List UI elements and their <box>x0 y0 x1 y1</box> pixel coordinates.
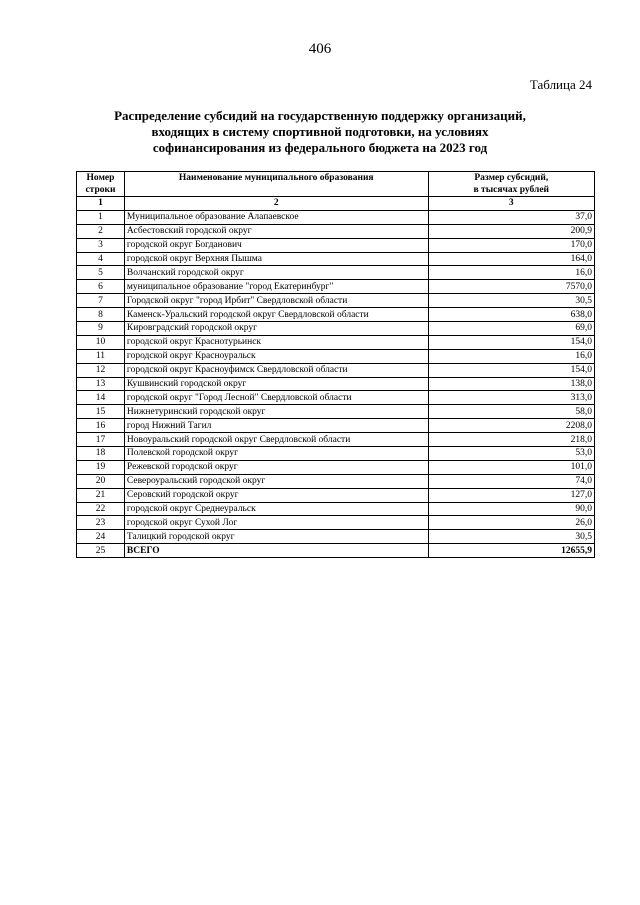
table-label: Таблица 24 <box>529 77 592 92</box>
subsidy-amount: 2208,0 <box>428 419 594 433</box>
subsidy-amount: 638,0 <box>428 308 594 322</box>
municipality-name: Каменск-Уральский городской округ Свердловской области <box>124 308 428 322</box>
row-number: 9 <box>77 322 125 336</box>
title-line: входящих в систему спортивной подготовки, на условиях <box>151 124 489 139</box>
table-row <box>77 224 595 238</box>
subsidy-amount: 16,0 <box>428 349 594 363</box>
table-row <box>77 266 595 280</box>
subsidy-amount: 164,0 <box>428 252 594 266</box>
subsidy-amount: 69,0 <box>428 322 594 336</box>
municipality-name: городской округ Красноуфимск Свердловской области <box>124 363 428 377</box>
header-text: в тысячах рублей <box>473 185 550 195</box>
header-subsidy-amount <box>428 172 594 197</box>
subsidy-amount: 90,0 <box>428 502 594 516</box>
municipality-name: муниципальное образование "город Екатеринбург" <box>124 280 428 294</box>
row-number: 4 <box>77 252 125 266</box>
row-number: 6 <box>77 280 125 294</box>
subsidy-amount: 16,0 <box>428 266 594 280</box>
table-row <box>77 308 595 322</box>
table-row <box>77 405 595 419</box>
table-row <box>77 391 595 405</box>
municipality-name: Городской округ "город Ирбит" Свердловской области <box>124 294 428 308</box>
table-row <box>77 488 595 502</box>
row-number: 11 <box>77 349 125 363</box>
table-row <box>77 210 595 224</box>
municipality-name: Североуральский городской округ <box>124 474 428 488</box>
document-title <box>0 108 640 156</box>
subsidy-amount: 30,5 <box>428 294 594 308</box>
row-number: 12 <box>77 363 125 377</box>
title-line: Распределение субсидий на государственную поддержку организаций, <box>114 108 526 123</box>
title-line: софинансирования из федерального бюджета на 2023 год <box>152 140 488 155</box>
row-number: 25 <box>77 544 125 558</box>
row-number: 21 <box>77 488 125 502</box>
table-row <box>77 516 595 530</box>
row-number: 10 <box>77 335 125 349</box>
row-number: 22 <box>77 502 125 516</box>
subsidy-amount: 7570,0 <box>428 280 594 294</box>
table-row <box>77 377 595 391</box>
municipality-name: городской округ Краснотурьинск <box>124 335 428 349</box>
table-row <box>77 474 595 488</box>
column-index: 1 <box>77 197 125 211</box>
subsidy-table <box>76 171 595 558</box>
subsidy-amount: 101,0 <box>428 460 594 474</box>
municipality-name: город Нижний Тагил <box>124 419 428 433</box>
municipality-name: Полевской городской округ <box>124 447 428 461</box>
table-row <box>77 460 595 474</box>
subsidy-amount: 37,0 <box>428 210 594 224</box>
row-number: 2 <box>77 224 125 238</box>
row-number: 8 <box>77 308 125 322</box>
table-row <box>77 530 595 544</box>
municipality-name: городской округ "Город Лесной" Свердловской области <box>124 391 428 405</box>
total-row <box>77 544 595 558</box>
header-text: Размер субсидий, <box>474 173 549 183</box>
table-row <box>77 363 595 377</box>
table-row <box>77 238 595 252</box>
subsidy-amount: 218,0 <box>428 433 594 447</box>
subsidy-amount: 154,0 <box>428 363 594 377</box>
subsidy-amount: 58,0 <box>428 405 594 419</box>
column-index-row <box>77 197 595 211</box>
row-number: 19 <box>77 460 125 474</box>
municipality-name: Режевской городской округ <box>124 460 428 474</box>
table-row <box>77 280 595 294</box>
table-row <box>77 433 595 447</box>
subsidy-amount: 200,9 <box>428 224 594 238</box>
subsidy-amount: 53,0 <box>428 447 594 461</box>
municipality-name: городской округ Верхняя Пышма <box>124 252 428 266</box>
municipality-name: городской округ Среднеуральск <box>124 502 428 516</box>
municipality-name: Кировградский городской округ <box>124 322 428 336</box>
subsidy-amount: 74,0 <box>428 474 594 488</box>
table-row <box>77 335 595 349</box>
subsidy-amount: 30,5 <box>428 530 594 544</box>
table-row <box>77 349 595 363</box>
table-row <box>77 502 595 516</box>
table-row <box>77 252 595 266</box>
subsidy-amount: 127,0 <box>428 488 594 502</box>
row-number: 16 <box>77 419 125 433</box>
row-number: 23 <box>77 516 125 530</box>
row-number: 20 <box>77 474 125 488</box>
row-number: 13 <box>77 377 125 391</box>
table-row <box>77 419 595 433</box>
municipality-name: Новоуральский городской округ Свердловской области <box>124 433 428 447</box>
municipality-name: Кушвинский городской округ <box>124 377 428 391</box>
row-number: 3 <box>77 238 125 252</box>
row-number: 7 <box>77 294 125 308</box>
subsidy-amount: 26,0 <box>428 516 594 530</box>
row-number: 24 <box>77 530 125 544</box>
subsidy-amount: 170,0 <box>428 238 594 252</box>
municipality-name: городской округ Богданович <box>124 238 428 252</box>
table-row <box>77 294 595 308</box>
header-row-number <box>77 172 125 197</box>
row-number: 18 <box>77 447 125 461</box>
page-number: 406 <box>308 41 332 57</box>
header-text: Номер <box>86 173 115 183</box>
subsidy-amount: 12655,9 <box>428 544 594 558</box>
municipality-name: Серовский городской округ <box>124 488 428 502</box>
subsidy-amount: 313,0 <box>428 391 594 405</box>
row-number: 15 <box>77 405 125 419</box>
subsidy-amount: 154,0 <box>428 335 594 349</box>
row-number: 14 <box>77 391 125 405</box>
municipality-name: Талицкий городской округ <box>124 530 428 544</box>
column-index: 3 <box>428 197 594 211</box>
table-header-row <box>77 172 595 197</box>
municipality-name: городской округ Сухой Лог <box>124 516 428 530</box>
municipality-name: ВСЕГО <box>124 544 428 558</box>
table-row <box>77 322 595 336</box>
row-number: 5 <box>77 266 125 280</box>
header-text: строки <box>85 185 116 195</box>
table-body <box>77 210 595 557</box>
row-number: 1 <box>77 210 125 224</box>
municipality-name: Волчанский городской округ <box>124 266 428 280</box>
municipality-name: Асбестовский городской округ <box>124 224 428 238</box>
subsidy-amount: 138,0 <box>428 377 594 391</box>
municipality-name: Муниципальное образование Алапаевское <box>124 210 428 224</box>
column-index: 2 <box>124 197 428 211</box>
row-number: 17 <box>77 433 125 447</box>
table-row <box>77 447 595 461</box>
header-municipality: Наименование муниципального образования <box>124 172 428 197</box>
municipality-name: городской округ Красноуральск <box>124 349 428 363</box>
municipality-name: Нижнетуринский городской округ <box>124 405 428 419</box>
